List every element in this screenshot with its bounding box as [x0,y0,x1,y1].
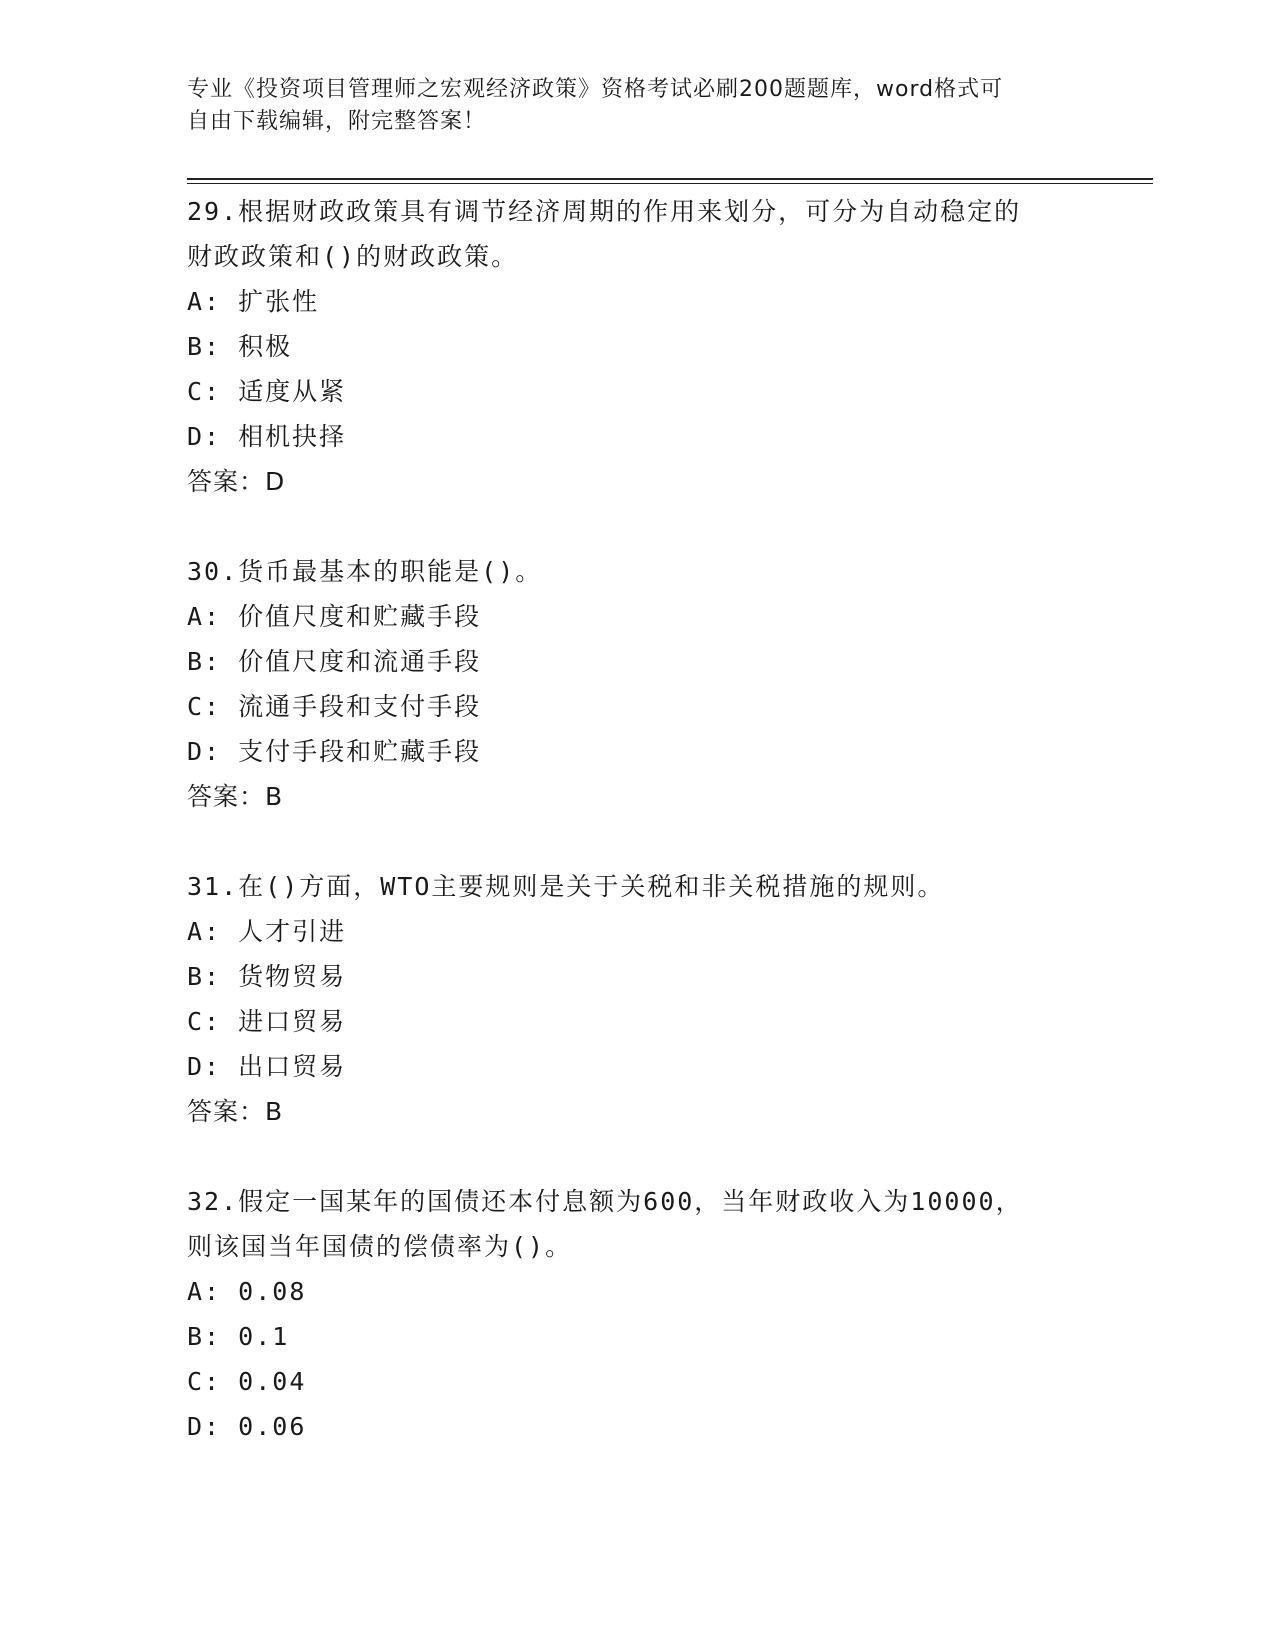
option-b [187,639,1087,684]
question-32 [187,1179,1087,1449]
option-c [187,684,1087,729]
option-label: C: [187,1367,222,1396]
option-label: A: [187,287,222,316]
option-label: B: [187,332,222,361]
question-stem-line: 29.根据财政政策具有调节经济周期的作用来划分，可分为自动稳定的 [187,197,1022,226]
header-divider-thin [187,183,1153,184]
header-line-1: 专业《投资项目管理师之宏观经济政策》资格考试必刷200题题库，word格式可 [187,77,1004,102]
header-divider-thick [187,178,1153,180]
option-text: 流通手段和支付手段 [238,692,482,721]
option-text: 出口贸易 [238,1052,347,1081]
question-stem [187,549,1087,594]
question-29 [187,189,1087,504]
question-30 [187,549,1087,819]
option-text: 扩张性 [238,287,320,316]
option-c [187,999,1087,1044]
answer-line: 答案：D [187,467,286,496]
question-31 [187,864,1087,1134]
option-label: B: [187,1322,222,1351]
option-label: C: [187,1007,222,1036]
option-a [187,594,1087,639]
option-text: 0.08 [238,1277,307,1306]
option-text: 货物贸易 [238,962,347,991]
option-b [187,324,1087,369]
option-text: 0.04 [238,1367,307,1396]
option-d [187,729,1087,774]
option-label: B: [187,647,222,676]
question-stem-line: 32.假定一国某年的国债还本付息额为600，当年财政收入为10000， [187,1187,1023,1216]
option-text: 支付手段和贮藏手段 [238,737,482,766]
option-c [187,369,1087,414]
question-stem [187,864,1087,909]
answer-line: 答案：B [187,1097,284,1126]
option-c [187,1359,1087,1404]
option-label: A: [187,917,222,946]
option-d [187,414,1087,459]
option-label: D: [187,1052,222,1081]
option-label: A: [187,602,222,631]
question-list [187,189,1087,1494]
option-a [187,1269,1087,1314]
document-header [187,74,1087,138]
answer-line: 答案：B [187,782,284,811]
option-label: D: [187,737,222,766]
option-text: 进口贸易 [238,1007,347,1036]
option-text: 相机抉择 [238,422,347,451]
question-stem-line: 则该国当年国债的偿债率为()。 [187,1232,573,1261]
option-label: D: [187,422,222,451]
option-a [187,909,1087,954]
option-text: 人才引进 [238,917,347,946]
option-b [187,954,1087,999]
option-d [187,1404,1087,1449]
option-text: 0.1 [238,1322,290,1351]
option-label: D: [187,1412,222,1441]
question-stem [187,1179,1087,1269]
option-text: 积极 [238,332,293,361]
option-label: C: [187,377,222,406]
question-stem-line: 30.货币最基本的职能是()。 [187,557,543,586]
option-d [187,1044,1087,1089]
option-b [187,1314,1087,1359]
option-text: 0.06 [238,1412,307,1441]
option-text: 价值尺度和贮藏手段 [238,602,482,631]
option-label: B: [187,962,222,991]
option-text: 价值尺度和流通手段 [238,647,482,676]
question-stem [187,189,1087,279]
option-label: A: [187,1277,222,1306]
option-a [187,279,1087,324]
header-line-2: 自由下载编辑，附完整答案！ [187,109,487,134]
option-text: 适度从紧 [238,377,347,406]
question-stem-line: 31.在()方面，WTO主要规则是关于关税和非关税措施的规则。 [187,872,945,901]
option-label: C: [187,692,222,721]
question-stem-line: 财政政策和()的财政政策。 [187,242,519,271]
